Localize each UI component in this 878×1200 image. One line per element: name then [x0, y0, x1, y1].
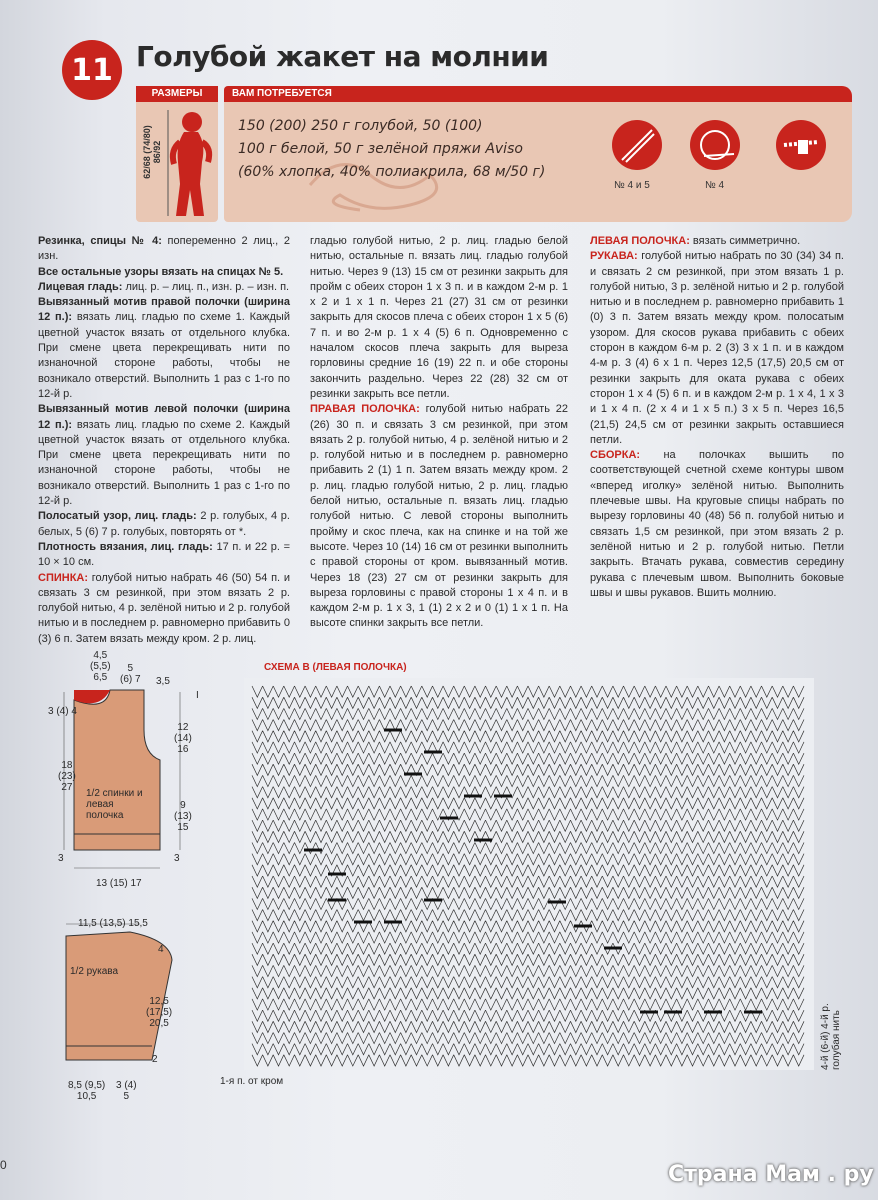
para: Плотность вязания, лиц. гладь: 17 п. и 22 р. = 10 × 10 см. [38, 540, 291, 569]
schema-side-label: 4-й (6-й) 4-й р. голубая нить [820, 1003, 842, 1070]
para: гладью голубой нитью, 2 р. лиц. гладью белой нитью, остальные п. вязать лиц. гладью голубой нитью. Через 9 (13) 15 см от резинки закрыть для пройм с обеих сторон 1 х 3 п. и в каждом 2-м р. 1 х 2 и 1 х 1 п. Через 21 (27) 31 см от резинки закрыть для скосов плеча с обеих сторон 1 х 5 (6) 7 п. и во 2-м р. 1 х 4 (5) 6 п. Одновременно с началом скосов плеча закрыть для выреза горловины средние 16 (19) 22 п. и обе стороны закончить раздельно. Через 22 (28) 32 см от резинки закрыть все петли. [310, 235, 568, 400]
para: Все остальные узоры вязать на спицах № 5. [38, 265, 284, 278]
circular-needle-label: № 4 [705, 180, 725, 191]
sleeve-bottom-dim-2: 3 (4) 5 [116, 1080, 137, 1102]
back-bottom-dim: 13 (15) 17 [96, 878, 142, 889]
project-number-badge: 11 [62, 40, 122, 100]
text-column-1 [38, 234, 290, 647]
page-title: Голубой жакет на молнии [136, 40, 549, 73]
sleeve-bottom-dim-1: 8,5 (9,5) 10,5 [68, 1080, 106, 1102]
page-number: 0 [0, 1158, 7, 1172]
back-top-dim-3: 3,5 [156, 676, 170, 687]
stitch-grid [244, 678, 814, 1070]
knitting-needles-label: № 4 и 5 [614, 180, 650, 191]
back-right-dim-3: 3 [174, 853, 180, 864]
circular-needle-icon [690, 120, 740, 170]
materials-line-1: 150 (200) 250 г голубой, 50 (100) [238, 118, 483, 134]
para: ПРАВАЯ ПОЛОЧКА: голубой нитью набрать 22 (26) 30 п. и связать 3 см резинкой, при этом вязать 2 р. голубой нитью, 4 р. зелёной нитью и 2 р. голубой нитью и в последнем р. равномерно прибавить 2 (1) 1 п. Затем вязать между кром. 2 р. лиц. гладью голубой нитью, 2 р. лиц. гладью белой нитью, остальные п. вязать лиц. гладью голубой нитью. С левой стороны выполнить пройму и скос плеча, как на спинке и на той же высоте. Через 10 (14) 16 см от резинки выполнить с правой стороны от кром. вывязанный мотив. Через 18 (23) 27 см от резинки закрыть для выреза горловины с правой стороны 1 х 4 п. и в каждом 2-м р. 1 х 3, 1 (1) 2 х 2 и 0 (1) 1 х 1 п. На высоте спинки закрыть все петли. [310, 403, 568, 630]
back-piece-label: 1/2 спинки и левая полочка [86, 788, 143, 821]
back-top-dim: 4,5 (5,5) 6,5 [90, 650, 111, 683]
back-mark: I [196, 690, 199, 701]
schema-title: СХЕМА В (ЛЕВАЯ ПОЛОЧКА) [264, 662, 407, 673]
para: Вывязанный мотив правой полочки (ширина 12 п.): вязать лиц. гладью по схеме 1. Каждый цветной участок вязать от отдельного клубка. При смене цвета перекрещивать нити по изнаночной стороне работы, чтобы не возникало отверстий. Выполнить 1 раз с 1-го по 12-й р. [38, 296, 290, 400]
para: СБОРКА: на полочках вышить по соответствующей счетной схеме контуры швом «вперед иголку» зелёной нитью. Выполнить плечевые швы. На круговые спицы набрать по вырезу горловины 40 (48) 56 п. голубой нитью и связать 1,5 см резинкой, при этом вязать 2 р. зелёной нитью и 2 р. голубой нитью. Петли закрыть. Втачать рукава, совместив середину рукава с плечевым швом. Выполнить боковые швы и швы рукавов. Вшить молнию. [590, 449, 844, 599]
para: СПИНКА: голубой нитью набрать 46 (50) 54 п. и связать 3 см резинкой, при этом вязать 2 р. голубой нитью, 4 р. зелёной нитью и 2 р. голубой нитью и в последнем р. равномерно прибавить 0 (3) 6 п. Затем вязать между кром. 2 р. лиц. [38, 571, 290, 645]
sleeve-piece-label: 1/2 рукава [70, 966, 119, 977]
para: ЛЕВАЯ ПОЛОЧКА: вязать симметрично. [590, 235, 801, 247]
sleeve-right-dim-1: 4 [158, 944, 164, 955]
stitch-texture [252, 686, 804, 1066]
text-column-3 [590, 234, 844, 601]
sleeve-top-dim: 11,5 (13,5) 15,5 [78, 918, 148, 929]
sizes-header: РАЗМЕРЫ [136, 86, 218, 102]
para: Вывязанный мотив левой полочки (ширина 12 п.): вязать лиц. гладью по схеме 2. Каждый цветной участок вязать от отдельного клубка. При смене цвета перекрещивать нити по изнаночной стороне работы, чтобы не возникало отверстий. Выполнить 1 раз с 1-го по 12-й р. [38, 403, 290, 508]
back-right-dim-1: 12 (14) 16 [174, 722, 192, 755]
sleeve-right-dim-3: 2 [152, 1054, 158, 1065]
size-values-b: 86/92 [152, 140, 162, 164]
back-left-dim-2: 18 (23) 27 [58, 760, 76, 793]
materials-line-3: (60% хлопка, 40% полиакрила, 68 м/50 г) [238, 164, 546, 180]
materials-line-2: 100 г белой, 50 г зелёной пряжи Aviso [238, 141, 523, 157]
materials-header: ВАМ ПОТРЕБУЕТСЯ [224, 86, 852, 102]
zipper-icon [776, 120, 826, 170]
para: Резинка, спицы № 4: попеременно 2 лиц., 2 изн. [38, 235, 290, 263]
schema-bottom-label: 1-я п. от кром [220, 1076, 284, 1087]
para: Полосатый узор, лиц. гладь: 2 р. голубых, 4 р. белых, 5 (6) 7 р. голубых, повторять от *. [38, 510, 290, 538]
back-left-dim-3: 3 [58, 853, 64, 864]
para: Лицевая гладь: лиц. р. – лиц. п., изн. р. – изн. п. [38, 280, 290, 293]
knitting-needles-icon [612, 120, 662, 170]
watermark: Страна Мам . ру [668, 1162, 874, 1187]
back-top-dim-2: 5 (6) 7 [120, 663, 141, 685]
back-right-dim-2: 9 (13) 15 [174, 800, 192, 833]
stitch-chart [244, 678, 814, 1070]
para: РУКАВА: голубой нитью набрать по 30 (34) 34 п. и связать 2 см резинкой, при этом вязать 1 р. голубой нитью, 3 р. зелёной нитью и 2 р. голубой нитью и в последнем р. равномерно прибавить 1 (0) 3 п. Затем вязать между кром. полосатым узором. Для скосов рукава прибавить с обеих сторон в каждом 6-м р. 2 (3) 3 х 1 п. и в каждом 4-м р. 3 (4) 6 х 1 п. Через 12,5 (17,5) 20,5 см от резинки закрыть для оката рукава с обеих сторон 1 х 4 (5) 6 п. и в каждом 2-м р. 1 х 4, 1 х 3 и 1 х 4 п. (2 х 4 и 1 х 5 п.) 3 х 5 п. Через 16,5 (21,5) 24,5 см от резинки закрыть оставшиеся петли. [590, 250, 844, 446]
back-left-dim-1: 3 (4) 4 [48, 706, 77, 717]
text-column-2 [310, 234, 568, 632]
size-values-a: 62/68 (74/80) [142, 125, 152, 179]
sleeve-pattern-diagram [40, 910, 240, 1080]
sleeve-right-dim-2: 12,5 (17,5) 20,5 [146, 996, 173, 1029]
